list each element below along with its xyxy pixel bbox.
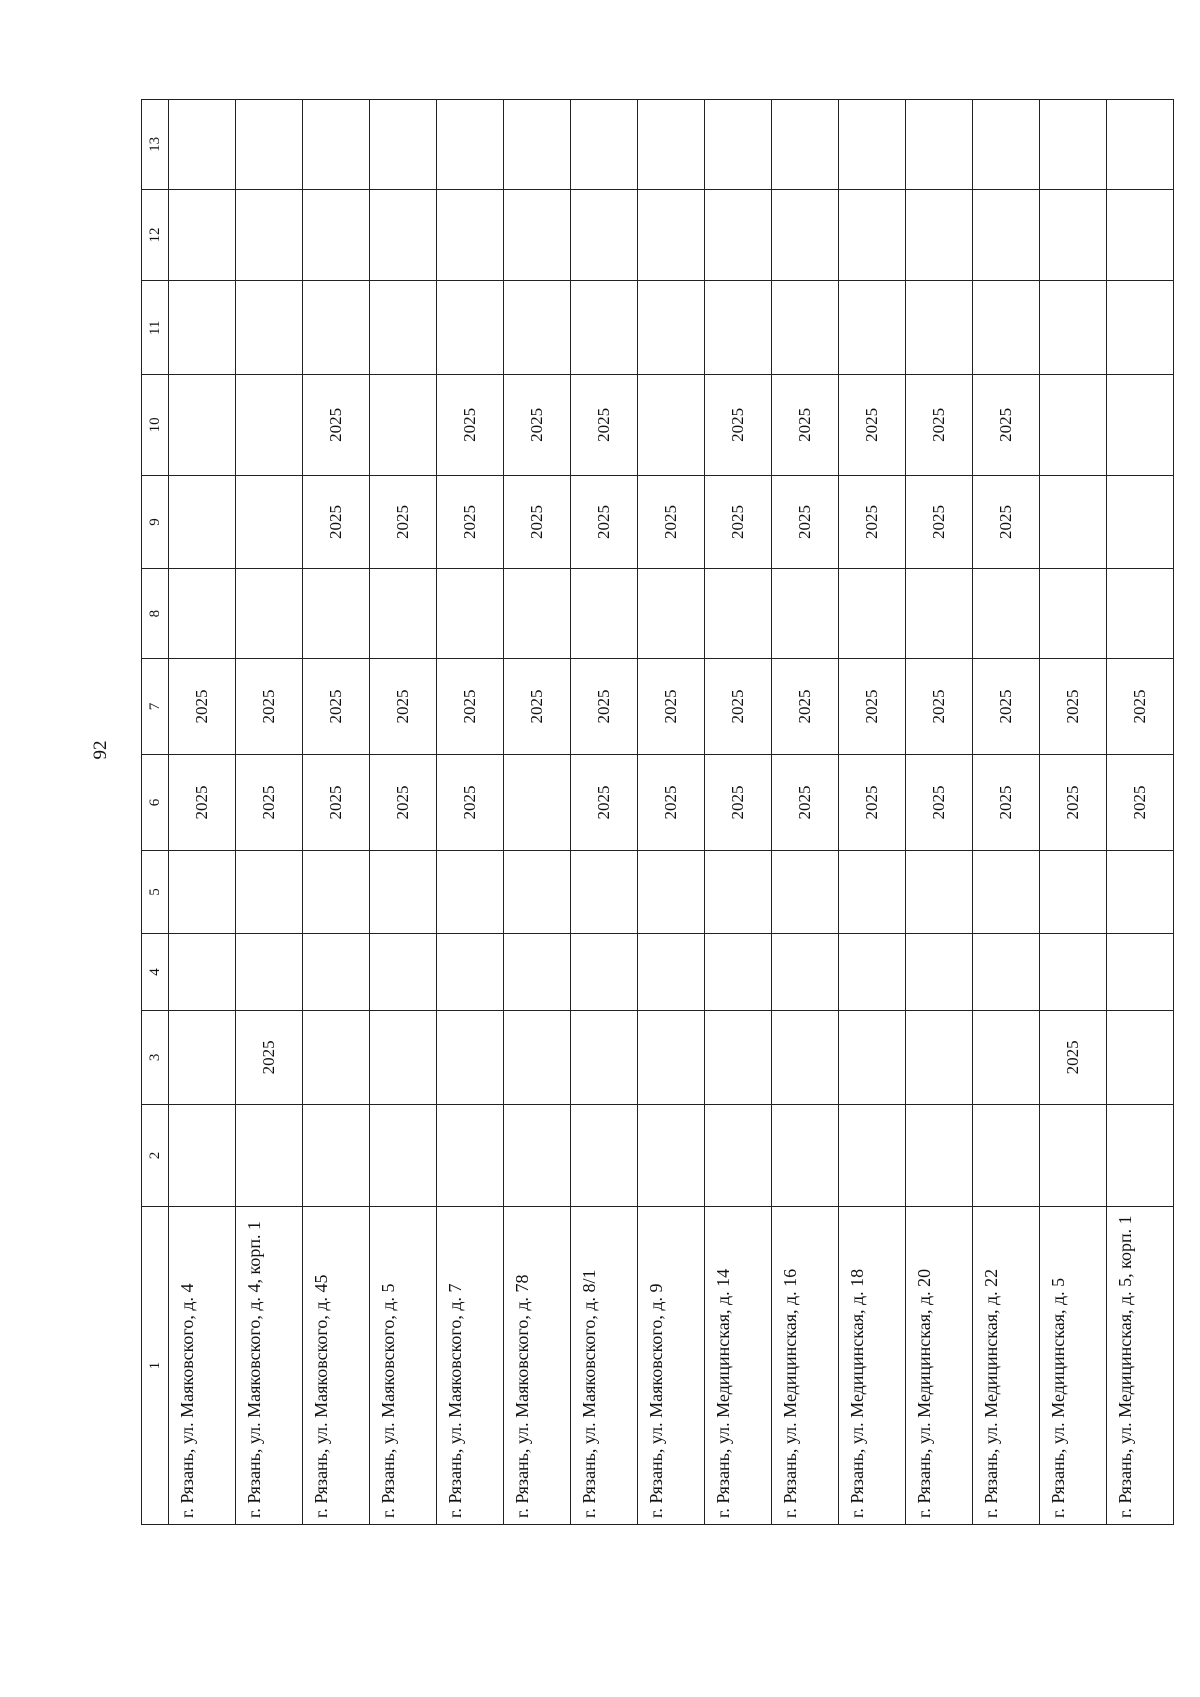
table-cell	[169, 475, 236, 569]
table-cell	[236, 1104, 303, 1206]
table-cell	[169, 189, 236, 281]
table-cell: 2025	[638, 475, 705, 569]
table-cell: 2025	[504, 658, 571, 754]
table-cell	[370, 850, 437, 933]
table-cell	[303, 100, 370, 190]
table-cell	[1040, 1104, 1107, 1206]
table-cell	[839, 1010, 906, 1104]
table-cell: 2025	[906, 475, 973, 569]
table-cell	[839, 100, 906, 190]
table-cell	[504, 569, 571, 659]
table-cell	[571, 100, 638, 190]
table-row	[571, 100, 638, 1525]
table-cell: 2025	[772, 754, 839, 850]
table-cell	[1040, 475, 1107, 569]
table-cell	[437, 1010, 504, 1104]
table-cell: 2025	[1107, 658, 1174, 754]
column-header: 8	[142, 569, 169, 659]
table-cell: 2025	[571, 475, 638, 569]
column-header: 12	[142, 189, 169, 281]
table-cell	[370, 281, 437, 375]
table-cell	[705, 100, 772, 190]
table-cell: 2025	[839, 475, 906, 569]
table-cell	[303, 850, 370, 933]
table-cell	[906, 189, 973, 281]
table-cell	[437, 281, 504, 375]
address-cell: г. Рязань, ул. Маяковского, д. 4, корп. 1	[236, 1207, 303, 1525]
table-cell	[370, 1010, 437, 1104]
table-cell	[638, 850, 705, 933]
table-cell	[1040, 569, 1107, 659]
address-cell: г. Рязань, ул. Медицинская, д. 16	[772, 1207, 839, 1525]
table-row	[504, 100, 571, 1525]
table-cell	[1107, 850, 1174, 933]
table-cell	[839, 850, 906, 933]
table-cell	[1040, 375, 1107, 475]
table-cell	[906, 100, 973, 190]
table-body	[169, 100, 1174, 1525]
table-cell	[906, 1104, 973, 1206]
table-row	[1040, 100, 1107, 1525]
page-number: 92	[90, 740, 111, 760]
table-cell	[370, 100, 437, 190]
table-cell: 2025	[303, 754, 370, 850]
table-cell	[1107, 375, 1174, 475]
address-cell: г. Рязань, ул. Маяковского, д. 9	[638, 1207, 705, 1525]
table-row	[303, 100, 370, 1525]
table-cell: 2025	[973, 375, 1040, 475]
table-cell	[571, 569, 638, 659]
table-row	[772, 100, 839, 1525]
table-cell	[705, 1104, 772, 1206]
table-cell	[236, 281, 303, 375]
table-cell	[370, 189, 437, 281]
table-cell	[705, 281, 772, 375]
table-cell: 2025	[370, 754, 437, 850]
column-header: 10	[142, 375, 169, 475]
table-cell: 2025	[236, 754, 303, 850]
table-cell: 2025	[303, 375, 370, 475]
table-cell	[303, 934, 370, 1011]
table-cell	[571, 1010, 638, 1104]
table-cell: 2025	[705, 658, 772, 754]
table-cell	[705, 569, 772, 659]
column-header: 11	[142, 281, 169, 375]
address-cell: г. Рязань, ул. Медицинская, д. 20	[906, 1207, 973, 1525]
table-cell	[973, 850, 1040, 933]
column-header: 6	[142, 754, 169, 850]
table-cell	[973, 189, 1040, 281]
table-cell: 2025	[437, 375, 504, 475]
table-cell	[236, 569, 303, 659]
table-cell: 2025	[303, 658, 370, 754]
table-cell	[772, 100, 839, 190]
table-cell	[169, 375, 236, 475]
column-header: 9	[142, 475, 169, 569]
table-cell	[906, 850, 973, 933]
table-cell	[973, 569, 1040, 659]
table-cell: 2025	[236, 658, 303, 754]
table-cell: 2025	[1040, 754, 1107, 850]
table-row	[906, 100, 973, 1525]
table-cell	[303, 1010, 370, 1104]
address-cell: г. Рязань, ул. Медицинская, д. 14	[705, 1207, 772, 1525]
table-cell	[638, 569, 705, 659]
table-cell: 2025	[973, 475, 1040, 569]
table-cell	[839, 281, 906, 375]
table-cell	[1107, 1010, 1174, 1104]
table-cell: 2025	[705, 754, 772, 850]
table-cell	[571, 189, 638, 281]
table-cell: 2025	[370, 475, 437, 569]
table-cell: 2025	[772, 475, 839, 569]
table-cell	[504, 1104, 571, 1206]
table-cell	[169, 1104, 236, 1206]
table-cell	[973, 100, 1040, 190]
column-header: 3	[142, 1010, 169, 1104]
table-cell: 2025	[169, 754, 236, 850]
table-cell	[839, 1104, 906, 1206]
table-cell	[370, 569, 437, 659]
table-cell	[571, 1104, 638, 1206]
table-cell: 2025	[839, 754, 906, 850]
address-cell: г. Рязань, ул. Медицинская, д. 22	[973, 1207, 1040, 1525]
table-cell	[638, 934, 705, 1011]
table-cell	[236, 934, 303, 1011]
table-cell	[973, 934, 1040, 1011]
table-cell: 2025	[638, 658, 705, 754]
table-cell	[370, 1104, 437, 1206]
table-cell	[906, 569, 973, 659]
table-cell	[638, 100, 705, 190]
table-cell	[169, 850, 236, 933]
address-cell: г. Рязань, ул. Маяковского, д. 45	[303, 1207, 370, 1525]
table-cell	[437, 100, 504, 190]
table-cell	[705, 934, 772, 1011]
table-cell	[504, 934, 571, 1011]
table-cell	[1107, 475, 1174, 569]
table-row	[705, 100, 772, 1525]
table-cell: 2025	[772, 375, 839, 475]
table-cell	[1107, 281, 1174, 375]
column-header: 1	[142, 1207, 169, 1525]
column-header: 4	[142, 934, 169, 1011]
table-cell	[1040, 189, 1107, 281]
table-cell	[169, 934, 236, 1011]
table-cell	[1040, 100, 1107, 190]
table-cell: 2025	[571, 375, 638, 475]
table-cell	[906, 934, 973, 1011]
table-cell	[1040, 850, 1107, 933]
table-cell	[437, 189, 504, 281]
table-cell	[705, 1010, 772, 1104]
table-row	[973, 100, 1040, 1525]
table-cell	[1107, 1104, 1174, 1206]
header-row	[142, 100, 169, 1525]
table-cell	[1107, 100, 1174, 190]
table-cell	[973, 281, 1040, 375]
table-cell: 2025	[437, 658, 504, 754]
table-cell: 2025	[571, 658, 638, 754]
address-cell: г. Рязань, ул. Маяковского, д. 78	[504, 1207, 571, 1525]
address-cell: г. Рязань, ул. Маяковского, д. 7	[437, 1207, 504, 1525]
table-cell	[638, 281, 705, 375]
address-cell: г. Рязань, ул. Медицинская, д. 18	[839, 1207, 906, 1525]
table-cell: 2025	[236, 1010, 303, 1104]
table-cell	[772, 934, 839, 1011]
address-cell: г. Рязань, ул. Маяковского, д. 4	[169, 1207, 236, 1525]
table-cell	[504, 1010, 571, 1104]
table-cell	[973, 1010, 1040, 1104]
table-cell	[571, 281, 638, 375]
table-cell	[772, 189, 839, 281]
table-cell	[973, 1104, 1040, 1206]
table-cell	[772, 281, 839, 375]
table-cell: 2025	[169, 658, 236, 754]
table-cell: 2025	[1040, 658, 1107, 754]
table-cell	[772, 1104, 839, 1206]
table-cell	[169, 569, 236, 659]
table-cell: 2025	[638, 754, 705, 850]
table-cell	[906, 1010, 973, 1104]
table-cell: 2025	[839, 658, 906, 754]
table-cell: 2025	[303, 475, 370, 569]
table-cell	[1107, 934, 1174, 1011]
table-cell	[236, 850, 303, 933]
table-cell	[437, 569, 504, 659]
table-cell	[370, 375, 437, 475]
table-cell	[236, 100, 303, 190]
table-cell	[1107, 189, 1174, 281]
data-table	[141, 99, 1174, 1525]
table-cell	[236, 475, 303, 569]
table-cell	[571, 850, 638, 933]
table-cell: 2025	[705, 475, 772, 569]
table-cell: 2025	[906, 375, 973, 475]
table-cell	[638, 1104, 705, 1206]
table-cell	[839, 189, 906, 281]
table-cell	[169, 1010, 236, 1104]
column-header: 2	[142, 1104, 169, 1206]
table-row	[169, 100, 236, 1525]
table-cell	[504, 754, 571, 850]
table-cell: 2025	[839, 375, 906, 475]
table-container	[141, 99, 1149, 1525]
table-cell	[504, 281, 571, 375]
table-cell	[638, 189, 705, 281]
address-cell: г. Рязань, ул. Маяковского, д. 5	[370, 1207, 437, 1525]
table-cell	[705, 850, 772, 933]
table-cell	[437, 1104, 504, 1206]
table-cell	[236, 189, 303, 281]
table-cell	[1040, 281, 1107, 375]
table-cell	[437, 934, 504, 1011]
table-cell: 2025	[906, 658, 973, 754]
table-cell: 2025	[973, 754, 1040, 850]
table-cell	[303, 1104, 370, 1206]
table-row	[839, 100, 906, 1525]
table-cell: 2025	[705, 375, 772, 475]
table-cell: 2025	[437, 475, 504, 569]
table-cell	[772, 1010, 839, 1104]
table-cell	[504, 850, 571, 933]
table-cell	[437, 850, 504, 933]
table-row	[370, 100, 437, 1525]
table-cell	[1107, 569, 1174, 659]
table-cell: 2025	[1040, 1010, 1107, 1104]
table-cell	[236, 375, 303, 475]
table-cell	[839, 569, 906, 659]
table-row	[1107, 100, 1174, 1525]
table-cell	[772, 850, 839, 933]
table-cell	[370, 934, 437, 1011]
table-cell	[705, 189, 772, 281]
table-cell	[638, 375, 705, 475]
table-cell: 2025	[571, 754, 638, 850]
table-cell	[303, 281, 370, 375]
table-cell	[638, 1010, 705, 1104]
column-header: 13	[142, 100, 169, 190]
table-cell	[906, 281, 973, 375]
table-cell	[504, 189, 571, 281]
table-cell: 2025	[1107, 754, 1174, 850]
table-cell	[839, 934, 906, 1011]
address-cell: г. Рязань, ул. Медицинская, д. 5, корп. 1	[1107, 1207, 1174, 1525]
address-cell: г. Рязань, ул. Маяковского, д. 8/1	[571, 1207, 638, 1525]
table-cell	[303, 189, 370, 281]
table-cell	[303, 569, 370, 659]
table-cell: 2025	[504, 475, 571, 569]
column-header: 5	[142, 850, 169, 933]
table-row	[437, 100, 504, 1525]
column-header: 7	[142, 658, 169, 754]
table-cell: 2025	[906, 754, 973, 850]
table-cell	[571, 934, 638, 1011]
address-cell: г. Рязань, ул. Медицинская, д. 5	[1040, 1207, 1107, 1525]
table-cell: 2025	[370, 658, 437, 754]
table-cell	[1040, 934, 1107, 1011]
table-cell: 2025	[772, 658, 839, 754]
table-cell: 2025	[973, 658, 1040, 754]
table-row	[638, 100, 705, 1525]
table-cell: 2025	[437, 754, 504, 850]
table-cell	[169, 100, 236, 190]
table-cell: 2025	[504, 375, 571, 475]
table-cell	[169, 281, 236, 375]
table-cell	[772, 569, 839, 659]
table-row	[236, 100, 303, 1525]
table-cell	[504, 100, 571, 190]
